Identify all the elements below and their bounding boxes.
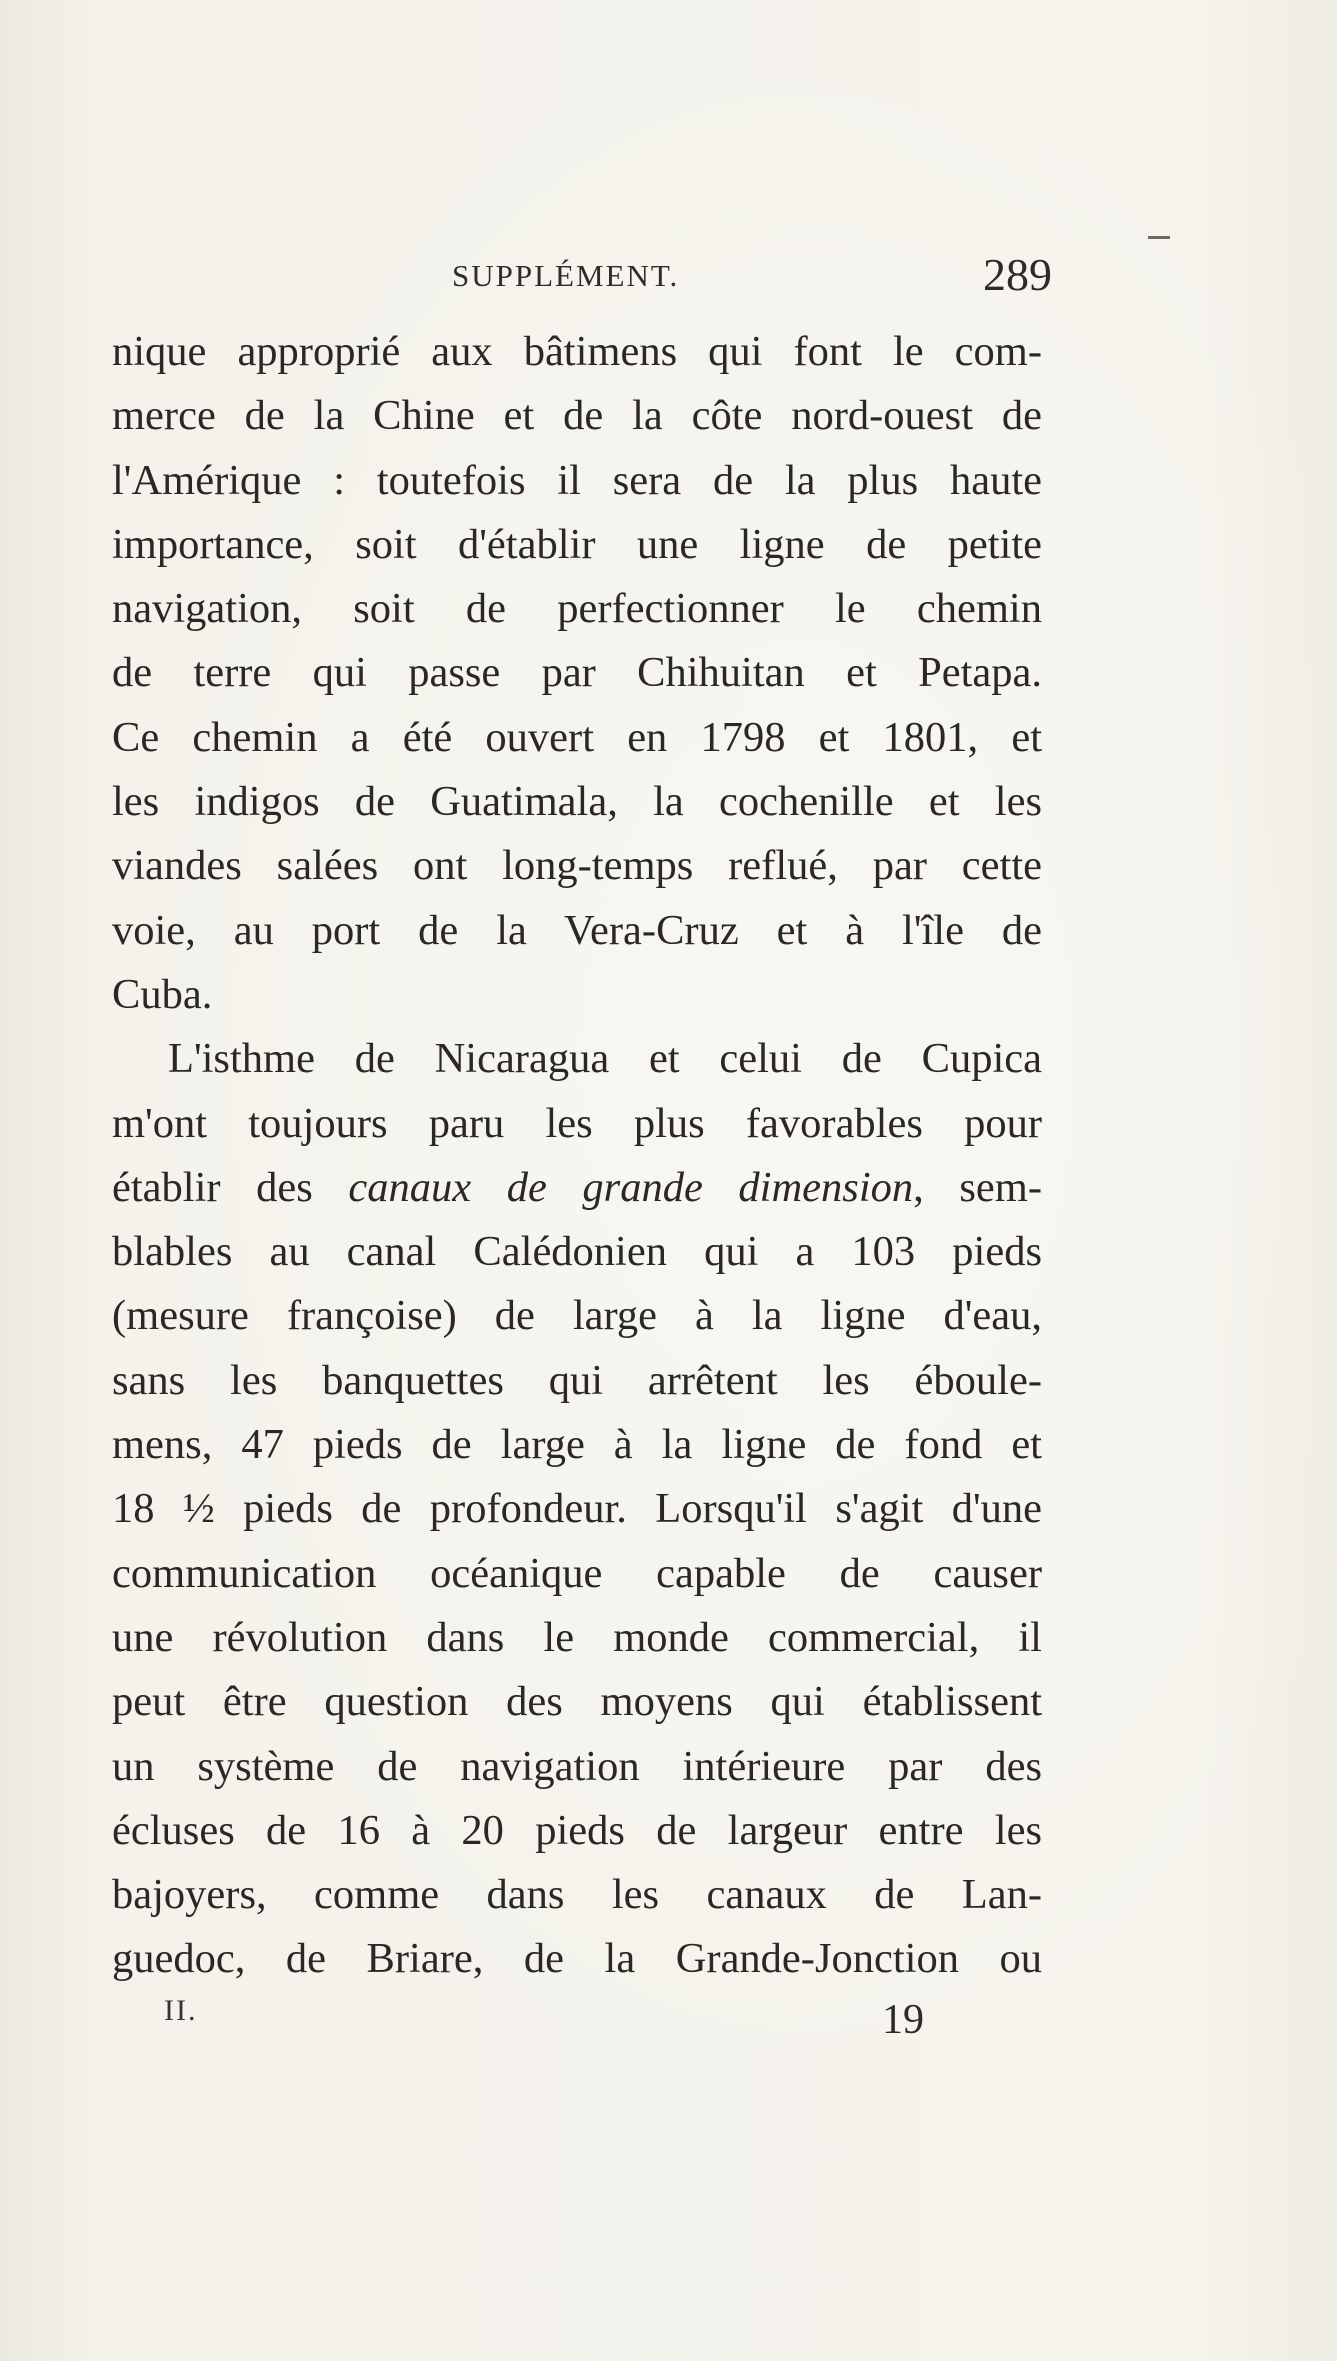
text-line: les indigos de Guatimala, la cochenille et les — [112, 778, 1042, 826]
text-line: communication océanique capable de causer — [112, 1549, 1042, 1597]
text-line: viandes salées ont long-temps reflué, par cette — [112, 842, 1042, 890]
text-line: navigation, soit de perfectionner le chemin — [112, 585, 1042, 633]
text-line: nique approprié aux bâtimens qui font le com- — [112, 328, 1042, 375]
text-line: guedoc, de Briare, de la Grande-Jonction ou — [112, 1935, 1042, 1983]
page-header — [112, 248, 1052, 308]
text-line-paragraph-start: L'isthme de Nicaragua et celui de Cupica — [168, 1035, 1042, 1083]
margin-mark — [1148, 236, 1170, 239]
text-line: Ce chemin a été ouvert en 1798 et 1801, et — [112, 713, 1042, 761]
text-line: une révolution dans le monde commercial, il — [112, 1613, 1042, 1661]
text-line: m'ont toujours paru les plus favorables pour — [112, 1099, 1042, 1147]
text-segment: établir des — [112, 1163, 349, 1211]
text-segment: , sem- — [913, 1163, 1042, 1211]
signature-mark: II. — [164, 1994, 198, 2027]
page-number: 289 — [983, 249, 1052, 300]
text-line: sans les banquettes qui arrêtent les éboule- — [112, 1356, 1042, 1404]
text-line: l'Amérique : toutefois il sera de la plus haute — [112, 456, 1042, 504]
text-line: merce de la Chine et de la côte nord-ouest de — [112, 392, 1042, 440]
running-head: SUPPLÉMENT. — [452, 258, 680, 293]
signature-number: 19 — [882, 1997, 924, 2043]
text-line-paragraph-end: Cuba. — [112, 970, 213, 1018]
text-line: mens, 47 pieds de large à la ligne de fond et — [112, 1421, 1042, 1469]
text-line: blables au canal Calédonien qui a 103 pieds — [112, 1228, 1042, 1276]
text-line: un système de navigation intérieure par des — [112, 1742, 1042, 1790]
text-line: de terre qui passe par Chihuitan et Petapa. — [112, 649, 1042, 697]
italic-phrase: canaux de grande dimension — [348, 1163, 914, 1211]
body-text — [112, 320, 1042, 1992]
text-line: importance, soit d'établir une ligne de petite — [112, 520, 1042, 568]
text-line-with-italic — [112, 1156, 1042, 1220]
text-line: bajoyers, comme dans les canaux de Lan- — [112, 1871, 1042, 1919]
text-line: peut être question des moyens qui établissent — [112, 1678, 1042, 1726]
text-line: écluses de 16 à 20 pieds de largeur entre les — [112, 1806, 1042, 1854]
text-line: 18 ½ pieds de profondeur. Lorsqu'il s'agit d'une — [112, 1485, 1042, 1533]
page-footer — [112, 1990, 1042, 2070]
text-line: (mesure françoise) de large à la ligne d'eau, — [112, 1292, 1042, 1340]
text-line: voie, au port de la Vera-Cruz et à l'île de — [112, 906, 1042, 954]
